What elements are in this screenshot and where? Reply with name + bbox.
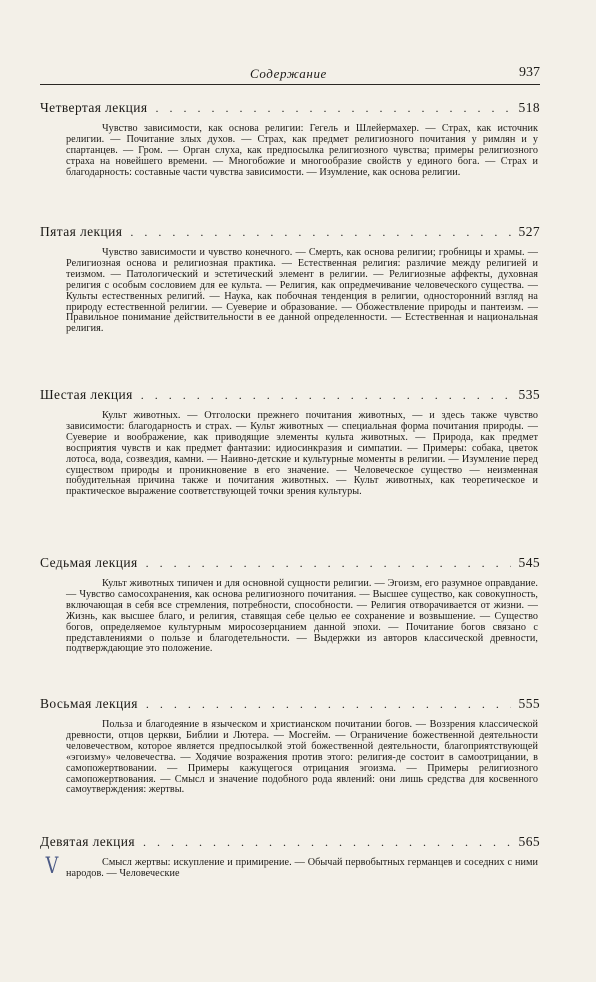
lecture-heading: [40, 555, 540, 573]
lecture-title: Пятая лекция: [40, 224, 123, 239]
lecture-page: 527: [518, 224, 540, 239]
lecture-page: 535: [518, 387, 540, 402]
page-header: [40, 62, 540, 85]
dot-leader: [141, 388, 511, 403]
toc-entry-lecture-6: [40, 387, 540, 498]
lecture-heading: [40, 387, 540, 405]
lecture-summary: Смысл жертвы: искупление и примирение. — Обычай первобытных германцев и соседних с ними народов. — Человеческие: [66, 857, 538, 879]
lecture-page: 555: [518, 696, 540, 711]
lecture-summary: Культ животных. — Отголоски прежнего почитания животных, — и здесь также чувство зависимости: благодарность и страх. — Культ животных — специальная форма почитания природы. — Суеверие и воображение, как приводящие элементы культа животных. — Природа, как предмет восприятия чувств и как предмет фантазии: идиосинкразия и симпатии. — Примеры: собака, цветок лотоса, вода, созвездия, камни. — Наивно-детские и культурные моменты в религии. — Изумление перед существом природы и проникновение в его значение. — Человеческое существо — неизменная побудительная причина также и почитания животных. — Культ животных, как теоретическое и практическое выражение соответствующей точки зрения культуры.: [66, 410, 538, 498]
dot-leader: [146, 697, 511, 712]
lecture-summary: Чувство зависимости и чувство конечного. — Смерть, как основа религии; гробницы и храмы. — Религиозная основа и религиозная практика. — Естественная религия: различие между религией и теизмом. — Патологический и эстетический элемент в религии. — Религиозные аффекты, духовная религия с особым сословием для ее культа. — Религия, как опредмечивание человеческого существа. — Культы естественных религий. — Наука, как побочная тенденция в религии, односторонний взгляд на природу естественной религии. — Суеверие и образование. — Обожествление природы и пантеизм. — Правильное понимание действительности в ее данной определенности. — Естественная и национальная религия.: [66, 247, 538, 335]
toc-entry-lecture-7: [40, 555, 540, 655]
lecture-title: Девятая лекция: [40, 834, 135, 849]
running-title: Содержание: [250, 66, 327, 81]
lecture-page: 565: [518, 834, 540, 849]
dot-leader: [130, 225, 510, 240]
lecture-title: Шестая лекция: [40, 387, 133, 402]
lecture-title: Седьмая лекция: [40, 555, 138, 570]
lecture-page: 518: [518, 100, 540, 115]
dot-leader: [156, 101, 511, 116]
toc-entry-lecture-9: [40, 834, 540, 880]
lecture-heading: [40, 834, 540, 852]
page-number: 937: [519, 65, 540, 80]
toc-entry-lecture-5: [40, 224, 540, 335]
lecture-summary: Чувство зависимости, как основа религии: Гегель и Шлейермахер. — Страх, как источник религии. — Почитание злых духов. — Страх, как предмет религиозного почитания у римлян и у спартанцев. — Гром. — Орган слуха, как предпосылка религиозного чувства; примеры религиозного страха на новейшего времени. — Многобожие и многообразие свойств у единого бога. — Страх и благодарность: составные части чувства зависимости. — Изумление, как основа религии.: [66, 123, 538, 178]
lecture-page: 545: [518, 555, 540, 570]
toc-entry-lecture-8: [40, 696, 540, 796]
lecture-title: Четвертая лекция: [40, 100, 148, 115]
lecture-title: Восьмая лекция: [40, 696, 138, 711]
handwritten-checkmark: V: [45, 854, 59, 879]
lecture-heading: [40, 100, 540, 118]
dot-leader: [146, 556, 511, 571]
dot-leader: [143, 835, 511, 850]
lecture-summary: Культ животных типичен и для основной сущности религии. — Эгоизм, его разумное оправдание. — Чувство самосохранения, как основа религиозного почитания. — Высшее существо, как совокупность, включающая в себя все стремления, потребности, способности. — Религия отворачивается от жизни. — Жизнь, как высшее благо, и религия, ставящая себе целью ее сохранение и возвышение. — Существо богов, определяемое культурным миросозерцанием данной эпохи. — Почитание богов связано с представлениями о пользе и благодетельности. — Выдержки из авторов классической древности, подтверждающие это положение.: [66, 578, 538, 655]
lecture-heading: [40, 224, 540, 242]
lecture-heading: [40, 696, 540, 714]
toc-entry-lecture-4: [40, 100, 540, 179]
lecture-summary: Польза и благодеяние в языческом и христианском почитании богов. — Воззрения классической древности, отцов церкви, Библии и Лютера. — Мосгейм. — Ограничение божественной деятельности человечеством, которое является предпосылкой этой божественной деятельности, благоприятствующей «эгоизму» человечества. — Ходячие возражения против этого: религия-де состоит в самоотрицании, в самопожертвовании. — Примеры кажущегося отрицания эгоизма. — Примеры религиозного самопожертвования. — Смысл и значение подобного рода явлений: они лишь средства для косвенного самоутверждения: жертвы.: [66, 719, 538, 796]
